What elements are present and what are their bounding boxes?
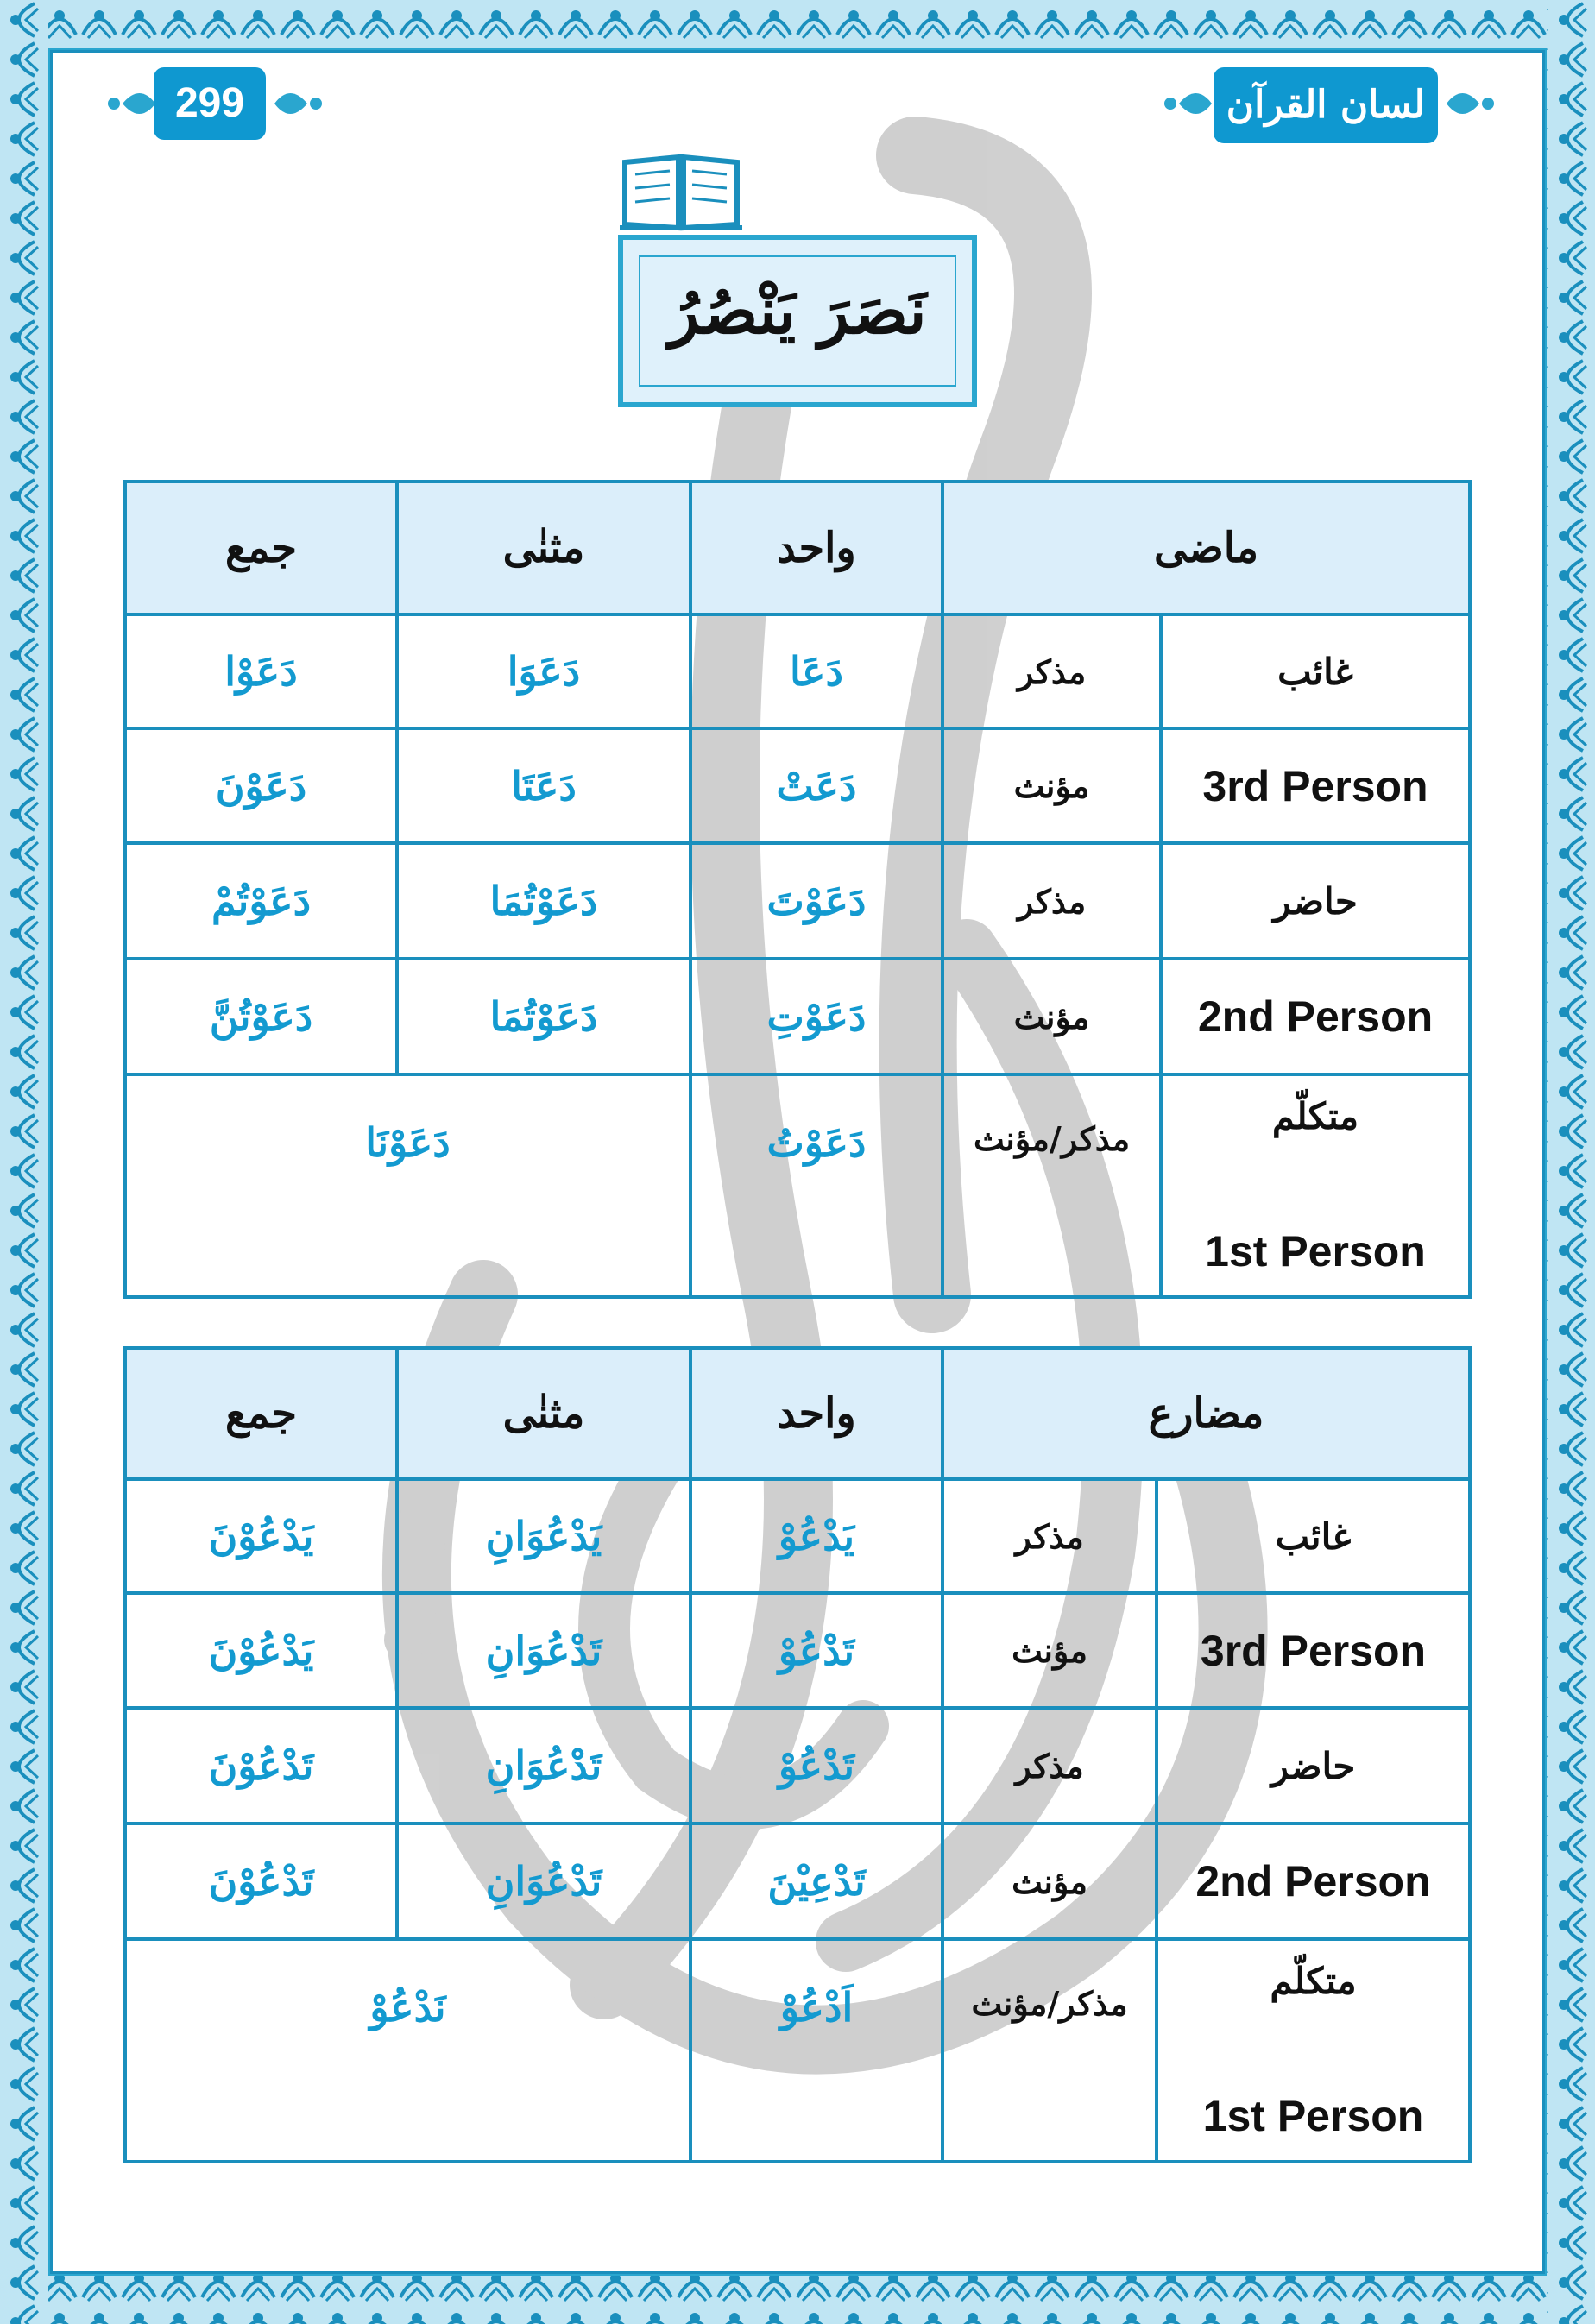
person-cell: حاضر [1157,1708,1470,1823]
form-cell: اَدْعُوْ [690,1939,942,2162]
ornament-icon [105,83,157,124]
title-box [618,235,977,407]
form-cell: تَدْعُوْنَ [125,1708,397,1823]
gender-cell: مذکر [942,1708,1157,1823]
first-person-label-en: 1st Person [1202,2092,1424,2140]
form-cell: تَدْعُوْ [690,1593,942,1708]
gender-cell: مؤنث [942,1823,1157,1939]
form-cell: دَعَوْتُمَا [397,959,690,1074]
form-cell: تَدْعُوَانِ [397,1593,690,1708]
person-cell-first [1157,1939,1470,2162]
form-cell: دَعَوْتُ [690,1074,942,1297]
person-cell: 3rd Person [1157,1593,1470,1708]
first-person-label: متکلّم [1270,1960,1357,2002]
form-cell-plural: نَدْعُوْ [125,1939,690,2162]
form-cell: يَدْعُوْنَ [125,1593,397,1708]
table-header-row [125,1348,1470,1479]
form-cell: يَدْعُوَانِ [397,1479,690,1593]
book-title: لسان القرآن [1214,67,1438,143]
form-cell: تَدْعُوَانِ [397,1823,690,1939]
table-header-row [125,482,1470,614]
form-cell: دَعَوْنَ [125,728,397,843]
gender-cell: مذکر/مؤنث [942,1074,1161,1297]
form-cell: دَعَتْ [690,728,942,843]
header-singular: واحد [690,482,942,614]
table-row [125,614,1470,728]
page-number: 299 [154,67,266,140]
form-cell: دَعَا [690,614,942,728]
header-dual: مثنٰی [397,1348,690,1479]
gender-cell: مذکر [942,614,1161,728]
header-tense: ماضی [942,482,1470,614]
table-row [125,843,1470,959]
table-row [125,1823,1470,1939]
person-cell: 2nd Person [1161,959,1470,1074]
header-tense: مضارع [942,1348,1470,1479]
form-cell: دَعَوْتُنَّ [125,959,397,1074]
gender-cell: مؤنث [942,1593,1157,1708]
ornament-icon [1445,83,1497,124]
page-title: نَصَرَ يَنْصُرُ [668,274,927,349]
first-person-label: متکلّم [1271,1095,1359,1137]
header-dual: مثنٰی [397,482,690,614]
table-row [125,1708,1470,1823]
header-plural: جمع [125,1348,397,1479]
table-row-first-person [125,1939,1470,2162]
form-cell: دَعَوْا [125,614,397,728]
form-cell: يَدْعُوْنَ [125,1479,397,1593]
person-cell-first [1161,1074,1470,1297]
person-cell: 3rd Person [1161,728,1470,843]
person-cell: 2nd Person [1157,1823,1470,1939]
form-cell: دَعَوْتَ [690,843,942,959]
table-row [125,1479,1470,1593]
person-cell: غائب [1161,614,1470,728]
gender-cell: مذکر [942,843,1161,959]
first-person-label-en: 1st Person [1205,1227,1426,1275]
table-row [125,728,1470,843]
form-cell: دَعَوَا [397,614,690,728]
form-cell: يَدْعُوْ [690,1479,942,1593]
form-cell: تَدْعِيْنَ [690,1823,942,1939]
table-row [125,959,1470,1074]
madi-table [123,480,1472,1299]
form-cell: دَعَوْتُمَا [397,843,690,959]
form-cell: تَدْعُوْ [690,1708,942,1823]
form-cell: تَدْعُوْنَ [125,1823,397,1939]
person-cell: حاضر [1161,843,1470,959]
header-plural: جمع [125,482,397,614]
mudari-table [123,1346,1472,2163]
ornament-icon [273,83,325,124]
gender-cell: مذکر [942,1479,1157,1593]
open-book-icon [618,145,744,231]
form-cell: تَدْعُوَانِ [397,1708,690,1823]
header-singular: واحد [690,1348,942,1479]
form-cell: دَعَوْتُمْ [125,843,397,959]
ornament-icon [1162,83,1214,124]
person-cell: غائب [1157,1479,1470,1593]
table-row-first-person [125,1074,1470,1297]
form-cell: دَعَتَا [397,728,690,843]
form-cell-plural: دَعَوْنَا [125,1074,690,1297]
gender-cell: مؤنث [942,728,1161,843]
gender-cell: مذکر/مؤنث [942,1939,1157,2162]
gender-cell: مؤنث [942,959,1161,1074]
form-cell: دَعَوْتِ [690,959,942,1074]
table-row [125,1593,1470,1708]
